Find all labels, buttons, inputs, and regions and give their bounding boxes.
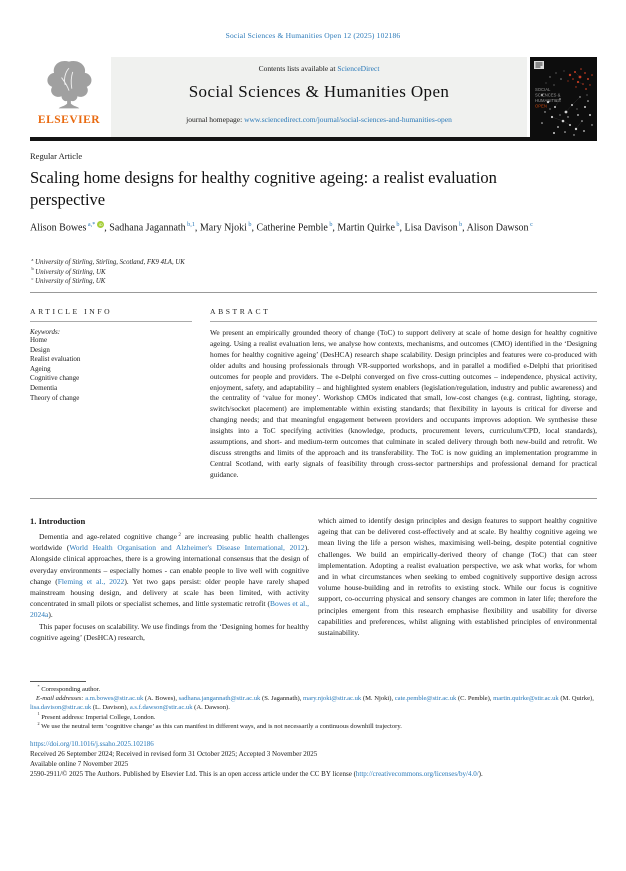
- text-segment: (M. Quirke),: [558, 695, 594, 703]
- inline-link[interactable]: martin.quirke@stir.ac.uk: [493, 695, 559, 703]
- keyword-item: Cognitive change: [30, 374, 80, 383]
- journal-header: [30, 57, 597, 137]
- text-segment: *: [37, 683, 40, 689]
- corresponding-author-note: [30, 685, 597, 694]
- divider-below-abstract: [30, 498, 597, 499]
- text-segment: ).: [478, 770, 483, 778]
- journal-cover-thumbnail[interactable]: [530, 57, 597, 141]
- cover-text-line1: SOCIAL: [535, 87, 551, 92]
- text-segment: (L. Davison),: [91, 704, 130, 712]
- abstract-rule: [210, 321, 597, 322]
- elsevier-logo[interactable]: [30, 57, 108, 137]
- keyword-item: Realist evaluation: [30, 355, 81, 364]
- elsevier-wordmark: ELSEVIER: [37, 114, 101, 126]
- text-segment: (M. Njoki),: [361, 695, 395, 703]
- received-dates: Received 26 September 2024; Received in revised form 31 October 2025; Accepted 3 November 2025: [30, 750, 318, 758]
- text-segment: Dementia and age-related cognitive change: [39, 532, 178, 541]
- article-title: Scaling home designs for healthy cognitive ageing: a realist evaluation perspective: [30, 168, 497, 209]
- body-column-left: [30, 531, 309, 643]
- orcid-icon[interactable]: iD: [98, 222, 103, 227]
- text-segment: 2: [37, 720, 40, 726]
- text-segment: ). Yet two gaps persist: older people have rarely shaped mainstream housing design, and delivery at scale has been limited, with activity concentrated in small pilots or specialist schemes, and little systematic retrofit (: [30, 576, 309, 609]
- section-1-heading: 1. Introduction: [30, 516, 86, 526]
- affiliation-b: [30, 268, 430, 278]
- text-segment: University of Stirling, UK: [33, 278, 106, 286]
- affiliations: [30, 258, 430, 287]
- text-segment: (C. Pemble),: [456, 695, 494, 703]
- elsevier-tree-icon: [41, 57, 97, 113]
- article-info-rule: [30, 321, 192, 322]
- text-segment: , Martin Quirke: [332, 222, 395, 234]
- inline-link[interactable]: mary.njoki@stir.ac.uk: [303, 695, 362, 703]
- text-segment: (S. Jagannath),: [260, 695, 304, 703]
- email-addresses-note: [30, 694, 597, 712]
- text-segment: We use the neutral term ‘cognitive change’ as this can manifest in different ways, and is not necessarily a continuous downhill trajectory.: [39, 722, 402, 730]
- text-segment: University of Stirling, UK: [33, 268, 106, 276]
- footnotes: [30, 685, 597, 731]
- header-divider-bar: [30, 137, 597, 141]
- affiliation-c: [30, 277, 430, 287]
- text-segment: , Alison Dawson: [462, 222, 529, 234]
- doi-link[interactable]: https://doi.org/10.1016/j.ssaho.2025.102186: [30, 740, 154, 748]
- cover-text-line4: OPEN: [535, 103, 547, 109]
- footnote-divider: [30, 681, 86, 682]
- intro-paragraph-2: This paper focuses on scalability. We use findings from the ‘Designing homes for healthy cognitive ageing’ (DesHCA) research,: [30, 621, 309, 642]
- text-segment: ). Alongside clinical approaches, there is a growing international consensus that the design of everyday environments – especially homes - can enable people to live well with cognitive change (: [30, 543, 309, 586]
- body-column-right: [318, 515, 597, 638]
- available-online: Available online 7 November 2025: [30, 760, 129, 768]
- keyword-item: Ageing: [30, 364, 51, 373]
- abstract-column: [210, 307, 597, 481]
- text-segment: , Catherine Pemble: [251, 222, 328, 234]
- abstract-text: We present an empirically grounded theory of change (ToC) to support delivery at scale of home design for healthy cognitive ageing. Using a realist evaluation lens, we analyse how contexts, mechanisms, and outcomes (CMO) identified in the ‘Designing homes for healthy cognitive ageing’ (DesHCA) research shape scalability. Design principles and features were co-produced with older adults and housing professionals through VR-supported workshops, and in parallel a modified e-Delphi that prioritised outcomes for people and providers. The e-Delphi converged on five cross-cutting outcomes – independence, physical activity, enjoyment, safety, and adaptability – and highlighted system enablers (legislation/regulation, industry and public awareness) and the centrality of ‘value for money’. Workshop CMOs indicated that small, low-cost changes (e.g. contrast, lighting, storage, switch/socket placement) are implementable within existing standards; that flexibility in layouts is critical for diverse and changing needs; and that meaningful engagement between providers and occupants improves adoption. We synthesise these insights into a ToC specifying activities (knowledge, products, procurement levers, curriculum/CPD, local standards), assumptions, and short- and medium-term outcomes that culminate in scaled delivery through both new-build and retrofit. We discuss strengths and limits of the approach and its transferability. The ToC is now guiding an implementation programme in Central Scotland, with early signals of feasibility through cross-sector partnerships and professional demand for practical guidance.: [210, 328, 597, 479]
- inline-link[interactable]: b: [329, 221, 333, 228]
- text-segment: E-mail addresses:: [36, 695, 86, 703]
- text-segment: ).: [48, 610, 53, 620]
- contents-label: Contents lists available at: [258, 64, 338, 73]
- journal-citation: Social Sciences & Humanities Open 12 (2025) 102186: [225, 31, 401, 40]
- keyword-item: Design: [30, 345, 50, 354]
- intro-paragraph-1: [30, 531, 309, 621]
- inline-link[interactable]: sadhana.jangannath@stir.ac.uk: [178, 695, 261, 703]
- divider-above-info: [30, 292, 597, 293]
- inline-link[interactable]: Fleming et al., 2022: [57, 576, 125, 586]
- text-segment: b: [31, 266, 34, 272]
- text-segment: University of Stirling, Stirling, Scotland, FK9 4LA, UK: [33, 259, 185, 266]
- text-segment: 1: [37, 711, 40, 717]
- keyword-item: Dementia: [30, 383, 58, 392]
- homepage-label: journal homepage:: [186, 115, 245, 124]
- inline-link[interactable]: a.s.f.dawson@stir.ac.uk: [129, 704, 193, 712]
- text-segment: 2: [178, 532, 181, 538]
- contents-line: [111, 64, 527, 73]
- article-info-heading: ARTICLE INFO: [30, 307, 113, 316]
- affiliation-a: [30, 258, 430, 268]
- text-segment: (A. Dawson).: [192, 704, 230, 712]
- inline-link[interactable]: b: [459, 221, 463, 228]
- inline-link[interactable]: World Health Organisation and Alzheimer's Disease International, 2012: [69, 543, 305, 553]
- abstract-heading: ABSTRACT: [210, 307, 271, 316]
- footnote-2: [30, 722, 597, 731]
- text-segment: a: [31, 256, 34, 262]
- text-segment: are increasing public health challenges worldwide (: [30, 532, 310, 553]
- inline-link[interactable]: http://creativecommons.org/licenses/by/4.0/: [355, 770, 479, 778]
- text-segment: , Mary Njoki: [194, 222, 247, 234]
- inline-link[interactable]: lisa.davison@stir.ac.uk: [30, 704, 92, 712]
- keywords-label: Keywords:: [30, 328, 61, 336]
- inline-link[interactable]: a,*: [87, 221, 96, 228]
- footnote-1: [30, 713, 597, 722]
- cover-text-line3: HUMANITIES: [535, 98, 561, 103]
- journal-banner: [111, 57, 527, 137]
- inline-link[interactable]: a.m.bowes@stir.ac.uk: [85, 695, 144, 703]
- keyword-item: Theory of change: [30, 393, 80, 402]
- article-info-column: [30, 307, 192, 403]
- homepage-line: [111, 115, 527, 124]
- author-list: [30, 221, 582, 236]
- cover-text-line2: SCIENCES &: [535, 92, 561, 98]
- text-segment: (A. Bowes),: [143, 695, 179, 703]
- text-segment: Corresponding author.: [39, 686, 101, 693]
- inline-link[interactable]: b,1: [187, 221, 195, 228]
- copyright-line: [30, 770, 597, 778]
- text-segment: 2590-2911/© 2025 The Authors. Published by Elsevier Ltd. This is an open access article under the CC BY license (: [30, 770, 356, 778]
- journal-homepage-link[interactable]: www.sciencedirect.com/journal/social-sciences-and-humanities-open: [244, 115, 452, 124]
- journal-cover-art: [530, 57, 597, 141]
- journal-title: Social Sciences & Humanities Open: [188, 82, 450, 101]
- inline-link[interactable]: b: [396, 221, 400, 228]
- text-segment: Present address: Imperial College, London.: [39, 713, 156, 721]
- keywords-list: [30, 336, 192, 403]
- inline-link[interactable]: cate.pemble@stir.ac.uk: [394, 695, 457, 703]
- inline-link[interactable]: c: [530, 221, 533, 228]
- article-type-label: Regular Article: [30, 151, 83, 161]
- inline-link[interactable]: b: [248, 221, 252, 228]
- inline-link[interactable]: Bowes et al., 2024a: [30, 599, 309, 620]
- keyword-item: Home: [30, 336, 48, 344]
- text-segment: , Lisa Davison: [399, 222, 458, 234]
- text-segment: Alison Bowes: [30, 222, 87, 234]
- sciencedirect-link[interactable]: ScienceDirect: [337, 64, 380, 73]
- intro-paragraph-continued: which aimed to identify design principles and design features to support healthy cognitive ageing that can be delivered cost-effectively and at scale. By healthy cognitive ageing we mean living the life a person wishes, maximising well-being, despite potential cognitive challenges. We build an empirically-derived theory of change (ToC) that can steer implementation. Adopting a realist evaluation perspective, we ask what works, for whom and in what circumstances when seeking to embed cognitively supportive design across volume house-building and in retrofits to existing stock. While our focus is cognitive support, co-occurring physical and sensory changes are common in later life; therefore the principles emergent from this research emphasise flexibility and usability for diverse capabilities and preferences, whilst aligning with established principles of environmental sustainability.: [318, 516, 597, 638]
- text-segment: , Sadhana Jagannath: [104, 222, 186, 234]
- text-segment: c: [31, 275, 34, 281]
